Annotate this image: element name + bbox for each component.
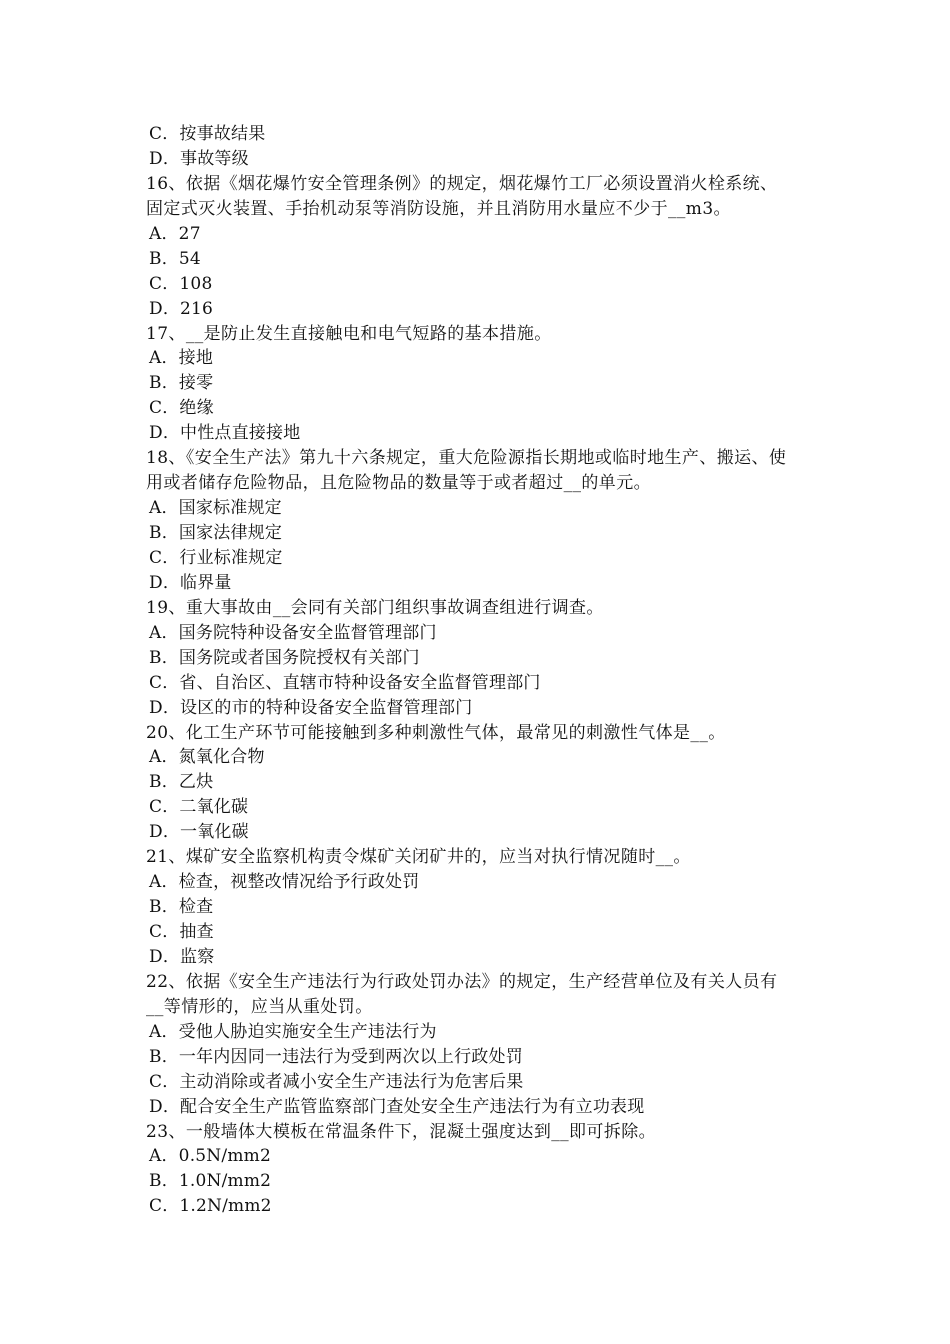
answer-option: D．设区的市的特种设备安全监督管理部门 [149, 697, 473, 718]
question-stem-line: 固定式灭火装置、手抬机动泵等消防设施，并且消防用水量应不少于__m3。 [146, 198, 731, 219]
question-stem-line: 19、重大事故由__会同有关部门组织事故调查组进行调查。 [146, 597, 604, 618]
document-page-text [146, 122, 816, 1219]
question-stem-line: 用或者储存危险物品，且危险物品的数量等于或者超过__的单元。 [146, 473, 651, 494]
answer-option: A．氮氧化合物 [149, 747, 265, 768]
question-stem-line: 20、化工生产环节可能接触到多种刺激性气体，最常见的刺激性气体是__。 [146, 722, 726, 743]
answer-option: A．接地 [149, 348, 214, 369]
answer-option: A．国家标准规定 [149, 498, 282, 519]
answer-option: D．事故等级 [149, 148, 249, 169]
answer-option: C．行业标准规定 [149, 547, 283, 568]
answer-option: A．国务院特种设备安全监督管理部门 [149, 622, 437, 643]
answer-option: D．216 [149, 298, 214, 319]
answer-option: C．抽查 [149, 922, 214, 942]
answer-option: B．国家法律规定 [149, 523, 283, 543]
answer-option: D．监察 [149, 946, 215, 967]
question-stem-line: 21、煤矿安全监察机构责令煤矿关闭矿井的，应当对执行情况随时__。 [146, 847, 691, 868]
answer-option: B．检查 [149, 897, 214, 918]
answer-option: D．一氧化碳 [149, 822, 249, 843]
question-stem-line: 23、一般墙体大模板在常温条件下，混凝土强度达到__即可拆除。 [146, 1121, 657, 1142]
answer-option: B．一年内因同一违法行为受到两次以上行政处罚 [149, 1046, 523, 1067]
answer-option: D．配合安全生产监管监察部门查处安全生产违法行为有立功表现 [149, 1096, 645, 1117]
answer-option: B．54 [149, 248, 201, 269]
question-stem-line: 18、《安全生产法》第九十六条规定，重大危险源指长期地或临时地生产、搬运、使 [146, 448, 787, 469]
answer-option: D．临界量 [149, 572, 232, 593]
answer-option: C．主动消除或者减小安全生产违法行为危害后果 [149, 1071, 524, 1092]
question-stem-line: __等情形的，应当从重处罚。 [146, 996, 373, 1017]
question-stem-line: 16、依据《烟花爆竹安全管理条例》的规定，烟花爆竹工厂必须设置消火栓系统、 [146, 173, 778, 194]
answer-option: B．1.0N/mm2 [149, 1171, 272, 1192]
answer-option: C．省、自治区、直辖市特种设备安全监督管理部门 [149, 672, 541, 693]
answer-option: C．按事故结果 [149, 124, 266, 144]
answer-option: A．受他人胁迫实施安全生产违法行为 [149, 1021, 437, 1042]
answer-option: B．国务院或者国务院授权有关部门 [149, 647, 420, 668]
answer-option: A．检查，视整改情况给予行政处罚 [149, 872, 420, 893]
answer-option: A．0.5N/mm2 [149, 1146, 271, 1167]
answer-option: C．绝缘 [149, 398, 214, 419]
answer-option: A．27 [149, 223, 201, 244]
answer-option: C．108 [149, 273, 213, 294]
answer-option: D．中性点直接接地 [149, 423, 301, 444]
question-stem-line: 22、依据《安全生产违法行为行政处罚办法》的规定，生产经营单位及有关人员有 [146, 971, 778, 992]
answer-option: C．1.2N/mm2 [149, 1196, 272, 1217]
answer-option: B．接零 [149, 373, 214, 394]
question-stem-line: 17、__是防止发生直接触电和电气短路的基本措施。 [146, 323, 552, 344]
answer-option: C．二氧化碳 [149, 797, 249, 818]
answer-option: B．乙炔 [149, 772, 214, 793]
